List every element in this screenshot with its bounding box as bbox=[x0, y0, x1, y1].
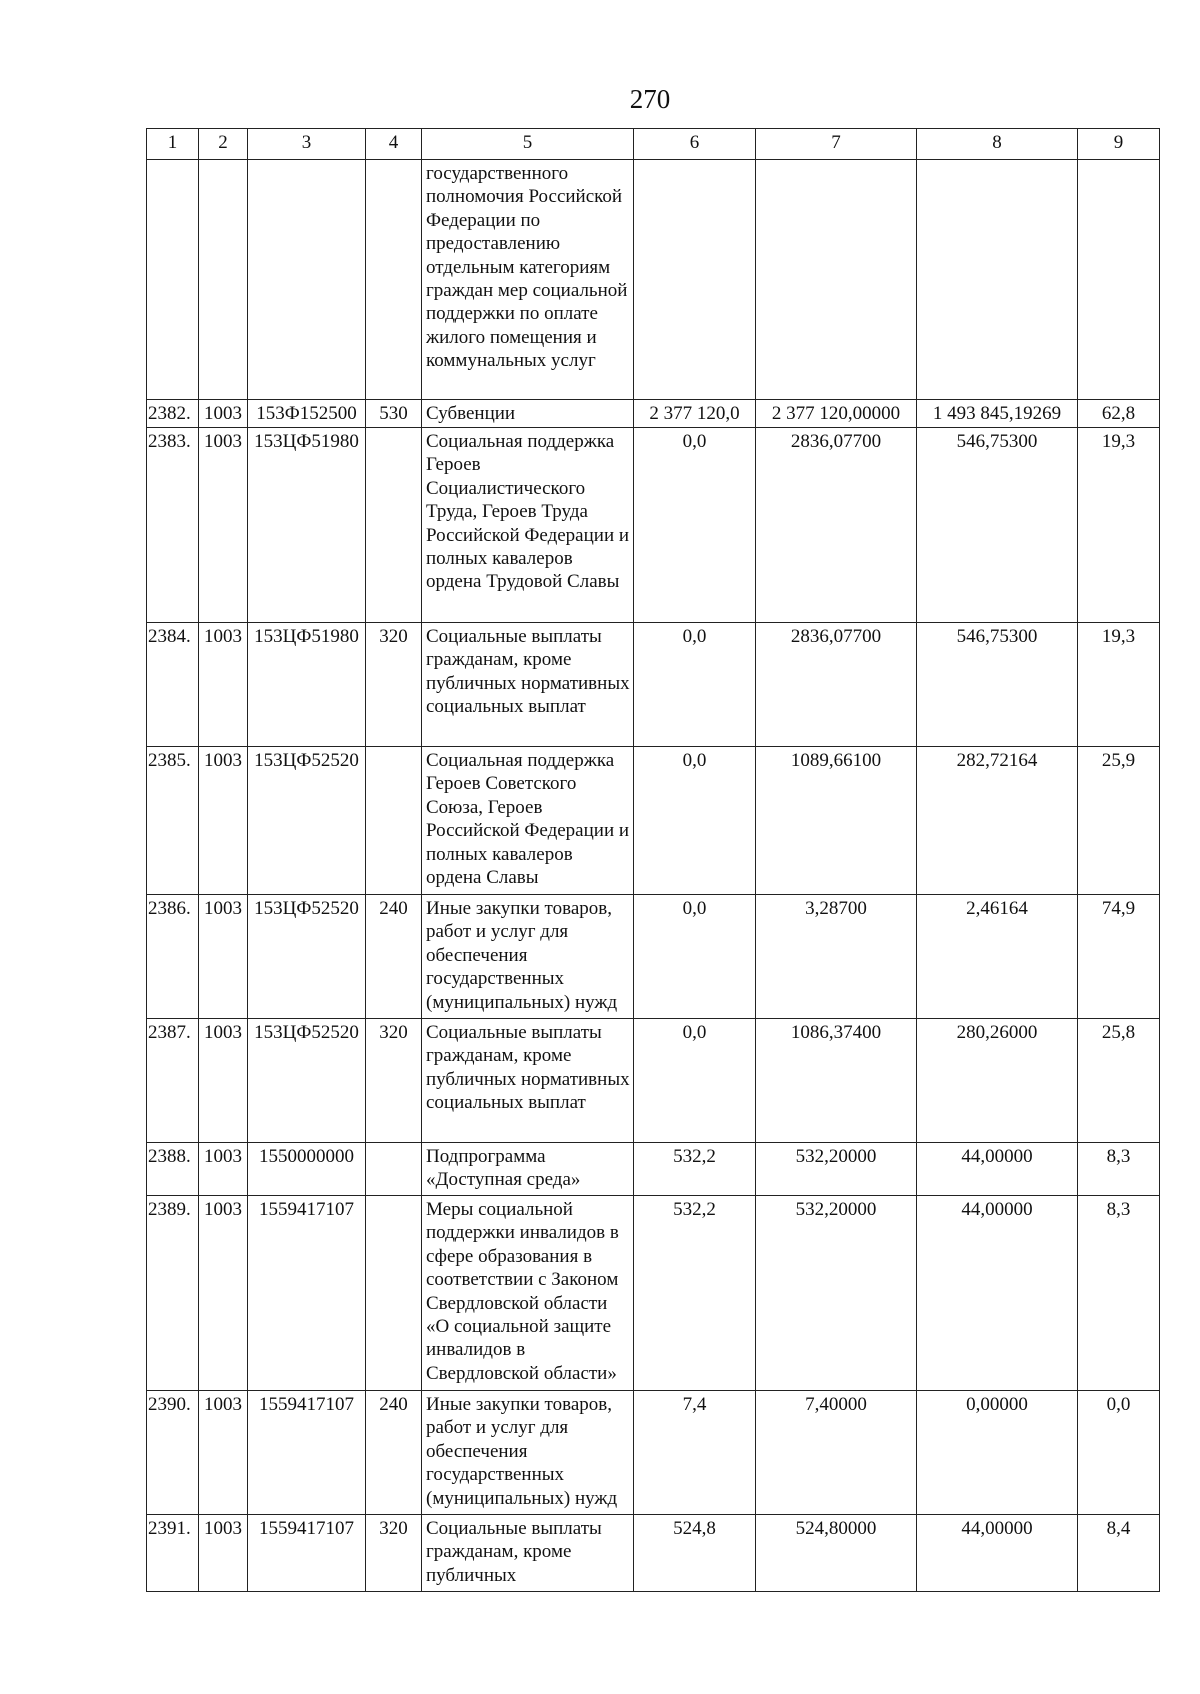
value-cell: 1 493 845,19269 bbox=[917, 400, 1078, 428]
expense-type-cell: 240 bbox=[366, 895, 422, 1019]
percent-cell: 8,4 bbox=[1078, 1515, 1160, 1592]
value-cell: 3,28700 bbox=[756, 895, 917, 1019]
description-cell: Социальная поддержка Героев Социалистического Труда, Героев Труда Российской Федерации и полных кавалеров ордена Трудовой Славы bbox=[422, 428, 634, 623]
target-article-cell: 153ЦФ52520 bbox=[248, 895, 366, 1019]
table-row bbox=[147, 400, 1160, 428]
value-cell: 44,00000 bbox=[917, 1515, 1078, 1592]
target-article-cell: 1559417107 bbox=[248, 1391, 366, 1515]
description-cell: Социальная поддержка Героев Советского Союза, Героев Российской Федерации и полных кавалеров ордена Славы bbox=[422, 747, 634, 895]
expense-type-cell bbox=[366, 747, 422, 895]
target-article-cell: 1559417107 bbox=[248, 1196, 366, 1391]
value-cell: 2 377 120,00000 bbox=[756, 400, 917, 428]
budget-table bbox=[146, 128, 1160, 1592]
expense-type-cell: 240 bbox=[366, 1391, 422, 1515]
table-row bbox=[147, 623, 1160, 747]
value-cell: 532,20000 bbox=[756, 1196, 917, 1391]
section-code-cell: 1003 bbox=[199, 1019, 248, 1143]
percent-cell: 25,9 bbox=[1078, 747, 1160, 895]
value-cell: 2 377 120,0 bbox=[634, 400, 756, 428]
value-cell: 524,8 bbox=[634, 1515, 756, 1592]
value-cell: 532,20000 bbox=[756, 1143, 917, 1196]
section-code-cell: 1003 bbox=[199, 895, 248, 1019]
percent-cell: 19,3 bbox=[1078, 623, 1160, 747]
section-code-cell: 1003 bbox=[199, 623, 248, 747]
value-cell: 44,00000 bbox=[917, 1196, 1078, 1391]
value-cell: 0,0 bbox=[634, 1019, 756, 1143]
expense-type-cell: 530 bbox=[366, 400, 422, 428]
section-code-cell: 1003 bbox=[199, 1391, 248, 1515]
target-article-cell: 153ЦФ52520 bbox=[248, 1019, 366, 1143]
target-article-cell bbox=[248, 160, 366, 400]
value-cell: 546,75300 bbox=[917, 428, 1078, 623]
value-cell: 0,0 bbox=[634, 623, 756, 747]
target-article-cell: 1550000000 bbox=[248, 1143, 366, 1196]
description-cell: государственного полномочия Российской Федерации по предоставлению отдельным категориям граждан мер социальной поддержки по оплате жилого помещения и коммунальных услуг bbox=[422, 160, 634, 400]
expense-type-cell bbox=[366, 160, 422, 400]
row-number-cell: 2389. bbox=[147, 1196, 199, 1391]
expense-type-cell: 320 bbox=[366, 1515, 422, 1592]
row-number-cell: 2384. bbox=[147, 623, 199, 747]
value-cell: 0,0 bbox=[634, 428, 756, 623]
table-row bbox=[147, 1143, 1160, 1196]
table-row bbox=[147, 160, 1160, 400]
expense-type-cell bbox=[366, 1143, 422, 1196]
description-cell: Иные закупки товаров, работ и услуг для обеспечения государственных (муниципальных) нужд bbox=[422, 1391, 634, 1515]
column-header: 9 bbox=[1078, 129, 1160, 160]
row-number-cell: 2388. bbox=[147, 1143, 199, 1196]
table-row bbox=[147, 747, 1160, 895]
value-cell: 2,46164 bbox=[917, 895, 1078, 1019]
description-cell: Социальные выплаты гражданам, кроме публичных bbox=[422, 1515, 634, 1592]
value-cell: 7,40000 bbox=[756, 1391, 917, 1515]
target-article-cell: 153Ф152500 bbox=[248, 400, 366, 428]
value-cell: 1086,37400 bbox=[756, 1019, 917, 1143]
value-cell: 0,00000 bbox=[917, 1391, 1078, 1515]
percent-cell: 0,0 bbox=[1078, 1391, 1160, 1515]
row-number-cell: 2391. bbox=[147, 1515, 199, 1592]
section-code-cell: 1003 bbox=[199, 1515, 248, 1592]
row-number-cell: 2390. bbox=[147, 1391, 199, 1515]
value-cell bbox=[756, 160, 917, 400]
expense-type-cell bbox=[366, 1196, 422, 1391]
target-article-cell: 153ЦФ51980 bbox=[248, 428, 366, 623]
value-cell: 524,80000 bbox=[756, 1515, 917, 1592]
section-code-cell: 1003 bbox=[199, 428, 248, 623]
description-cell: Иные закупки товаров, работ и услуг для обеспечения государственных (муниципальных) нужд bbox=[422, 895, 634, 1019]
value-cell: 532,2 bbox=[634, 1196, 756, 1391]
section-code-cell bbox=[199, 160, 248, 400]
percent-cell bbox=[1078, 160, 1160, 400]
row-number-cell: 2386. bbox=[147, 895, 199, 1019]
value-cell: 532,2 bbox=[634, 1143, 756, 1196]
column-header: 2 bbox=[199, 129, 248, 160]
table-row bbox=[147, 1391, 1160, 1515]
column-header: 4 bbox=[366, 129, 422, 160]
target-article-cell: 153ЦФ51980 bbox=[248, 623, 366, 747]
section-code-cell: 1003 bbox=[199, 1196, 248, 1391]
expense-type-cell: 320 bbox=[366, 623, 422, 747]
table-header-row bbox=[147, 129, 1160, 160]
value-cell: 282,72164 bbox=[917, 747, 1078, 895]
percent-cell: 62,8 bbox=[1078, 400, 1160, 428]
value-cell: 2836,07700 bbox=[756, 623, 917, 747]
percent-cell: 74,9 bbox=[1078, 895, 1160, 1019]
percent-cell: 8,3 bbox=[1078, 1143, 1160, 1196]
row-number-cell: 2385. bbox=[147, 747, 199, 895]
value-cell: 2836,07700 bbox=[756, 428, 917, 623]
value-cell: 44,00000 bbox=[917, 1143, 1078, 1196]
section-code-cell: 1003 bbox=[199, 400, 248, 428]
table-row bbox=[147, 1019, 1160, 1143]
value-cell: 0,0 bbox=[634, 895, 756, 1019]
value-cell: 7,4 bbox=[634, 1391, 756, 1515]
column-header: 6 bbox=[634, 129, 756, 160]
section-code-cell: 1003 bbox=[199, 747, 248, 895]
value-cell: 0,0 bbox=[634, 747, 756, 895]
column-header: 7 bbox=[756, 129, 917, 160]
percent-cell: 19,3 bbox=[1078, 428, 1160, 623]
column-header: 5 bbox=[422, 129, 634, 160]
value-cell: 546,75300 bbox=[917, 623, 1078, 747]
column-header: 8 bbox=[917, 129, 1078, 160]
page-number: 270 bbox=[629, 84, 671, 114]
row-number-cell: 2383. bbox=[147, 428, 199, 623]
description-cell: Субвенции bbox=[422, 400, 634, 428]
row-number-cell: 2387. bbox=[147, 1019, 199, 1143]
row-number-cell: 2382. bbox=[147, 400, 199, 428]
column-header: 1 bbox=[147, 129, 199, 160]
table-row bbox=[147, 428, 1160, 623]
table-row bbox=[147, 1196, 1160, 1391]
value-cell: 280,26000 bbox=[917, 1019, 1078, 1143]
table-row bbox=[147, 1515, 1160, 1592]
value-cell bbox=[634, 160, 756, 400]
value-cell: 1089,66100 bbox=[756, 747, 917, 895]
description-cell: Меры социальной поддержки инвалидов в сфере образования в соответствии с Законом Свердловской области «О социальной защите инвалидов в Свердловской области» bbox=[422, 1196, 634, 1391]
section-code-cell: 1003 bbox=[199, 1143, 248, 1196]
table-row bbox=[147, 895, 1160, 1019]
target-article-cell: 153ЦФ52520 bbox=[248, 747, 366, 895]
percent-cell: 25,8 bbox=[1078, 1019, 1160, 1143]
row-number-cell bbox=[147, 160, 199, 400]
target-article-cell: 1559417107 bbox=[248, 1515, 366, 1592]
expense-type-cell bbox=[366, 428, 422, 623]
percent-cell: 8,3 bbox=[1078, 1196, 1160, 1391]
expense-type-cell: 320 bbox=[366, 1019, 422, 1143]
description-cell: Социальные выплаты гражданам, кроме публичных нормативных социальных выплат bbox=[422, 623, 634, 747]
description-cell: Подпрограмма «Доступная среда» bbox=[422, 1143, 634, 1196]
description-cell: Социальные выплаты гражданам, кроме публичных нормативных социальных выплат bbox=[422, 1019, 634, 1143]
column-header: 3 bbox=[248, 129, 366, 160]
value-cell bbox=[917, 160, 1078, 400]
